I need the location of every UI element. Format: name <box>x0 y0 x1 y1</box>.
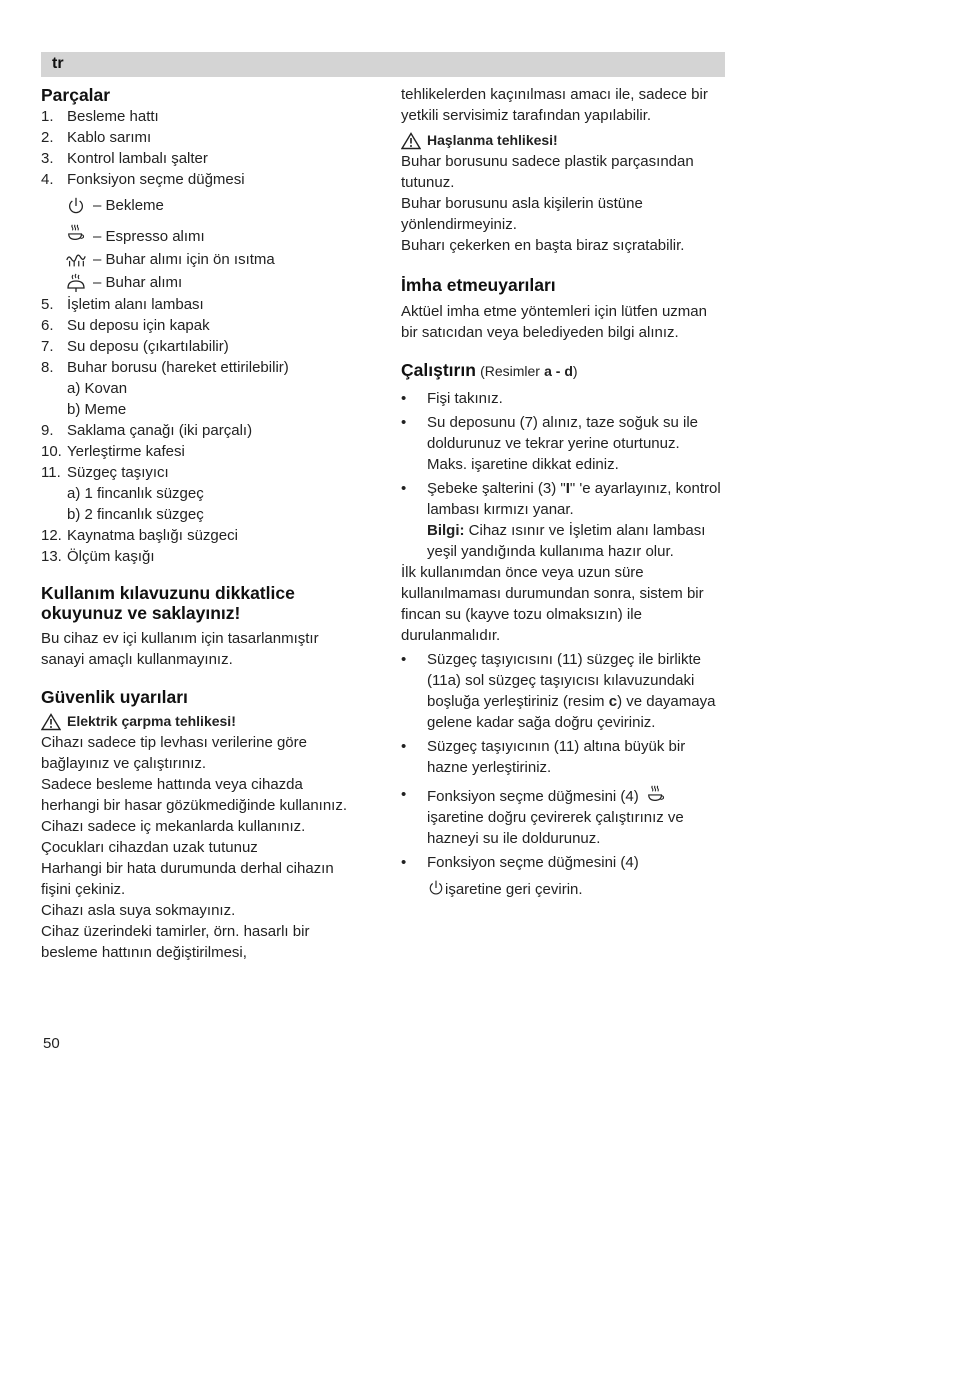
list-item: 10. Yerleştirme kafesi <box>41 443 185 460</box>
sub-item: a) Kovan <box>67 380 128 397</box>
safety-line: Çocukları cihazdan uzak tutunuz <box>41 839 258 856</box>
sub-item: b) Meme <box>67 401 127 418</box>
mode-row: – Espresso alımı <box>41 220 361 248</box>
parts-list <box>41 106 361 190</box>
safety-line: Harhangi bir hata durumunda derhal cihazın fişini çekiniz. <box>41 860 334 898</box>
list-item: 13. Ölçüm kaşığı <box>41 548 155 565</box>
mode-row: – Bekleme <box>41 194 361 220</box>
disposal-text: Aktüel imha etme yöntemleri için lütfen uzman bir satıcıdan veya belediyeden bilgi alınız. <box>401 303 707 341</box>
operate-title: Çalıştırın <box>401 360 476 380</box>
safety-line: Cihaz üzerindeki tamirler, örn. hasarlı bir besleme hattının değiştirilmesi, <box>41 923 310 961</box>
list-item: 1. Besleme hattı <box>41 108 159 125</box>
operate-heading: Çalıştırın (Resimler a - d) <box>401 360 578 380</box>
continued-text: tehlikelerden kaçınılması amacı ile, sadece bir yetkili servisimiz tarafından yapılabilir. <box>401 86 708 124</box>
step-item: • Fonksiyon seçme düğmesini (4) işaretine doğru çevirerek çalıştırınız ve hazneyi su ile doldurunuz. <box>401 786 684 847</box>
language-bar <box>41 52 725 77</box>
page-number: 50 <box>43 1035 60 1052</box>
preheat-steam-icon <box>65 250 87 270</box>
warning-triangle-icon <box>41 713 61 731</box>
sub-item: a) 1 fincanlık süzgeç <box>67 485 204 502</box>
parts-list-continued <box>41 294 361 567</box>
step-item: • Fişi takınız. <box>401 390 503 407</box>
step-item: • Şebeke şalterini (3) "I" 'e ayarlayınız, kontrol lambası kırmızı yanar. Bilgi: Cihaz ısınır ve İşletim alanı lambası yeşil yandığında kullanıma hazır olur. <box>401 480 721 560</box>
list-item: 12. Kaynatma başlığı süzgeci <box>41 527 238 544</box>
electric-warning: Elektrik çarpma tehlikesi! <box>41 711 361 732</box>
list-item: 6. Su deposu için kapak <box>41 317 210 334</box>
left-column <box>41 84 361 963</box>
manual-title: Kullanım kılavuzunu dikkatlice okuyunuz ve saklayınız! <box>41 583 295 623</box>
espresso-cup-icon <box>65 223 87 243</box>
safety-line: Cihazı sadece tip levhası verilerine göre bağlayınız ve çalıştırınız. <box>41 734 307 772</box>
list-item: 8. Buhar borusu (hareket ettirilebilir) <box>41 359 289 376</box>
step-item: • Süzgeç taşıyıcısını (11) süzgeç ile birlikte (11a) sol süzgeç taşıyıcısı kılavuzundaki boşluğa yerleştiriniz (resim c) ve dayamaya gelene kadar sağa doğru çeviriniz. <box>401 651 716 731</box>
espresso-cup-icon <box>646 784 666 804</box>
steam-icon <box>65 273 87 293</box>
first-use-text: İlk kullanımdan önce veya uzun süre kullanılmaması durumundan sonra, sistem bir fincan su (kayve tozu olmaksızın) ile durulanmalıdır. <box>401 564 704 644</box>
warning-triangle-icon <box>401 132 421 150</box>
scald-line: Buhar borusunu sadece plastik parçasından tutunuz. <box>401 153 694 191</box>
disposal-title: İmha etmeuyarıları <box>401 275 556 295</box>
power-icon <box>65 196 87 216</box>
list-item: 5. İşletim alanı lambası <box>41 296 204 313</box>
parts-title: Parçalar <box>41 85 111 105</box>
list-item: 9. Saklama çanağı (iki parçalı) <box>41 422 253 439</box>
safety-line: Cihazı sadece iç mekanlarda kullanınız. <box>41 818 306 835</box>
safety-title: Güvenlik uyarıları <box>41 687 188 707</box>
scald-line: Buhar borusunu asla kişilerin üstüne yönlendirmeyiniz. <box>401 195 643 233</box>
step-item: • Süzgeç taşıyıcının (11) altına büyük bir hazne yerleştiriniz. <box>401 738 686 776</box>
language-code: tr <box>52 55 64 72</box>
list-item: 3. Kontrol lambalı şalter <box>41 150 208 167</box>
safety-line: Cihazı asla suya sokmayınız. <box>41 902 236 919</box>
scald-line: Buharı çekerken en başta biraz sıçratabilir. <box>401 237 685 254</box>
list-item: 11. Süzgeç taşıyıcı <box>41 464 169 481</box>
sub-item: b) 2 fincanlık süzgeç <box>67 506 204 523</box>
safety-line: Sadece besleme hattında veya cihazda herhangi bir hasar gözükmediğinde kullanınız. <box>41 776 348 814</box>
scald-warning: Haşlanma tehlikesi! <box>401 130 727 151</box>
right-column <box>401 84 727 900</box>
step-item: • Su deposunu (7) alınız, taze soğuk su ile doldurunuz ve tekrar yerine oturtunuz. Maks. işaretine dikkat ediniz. <box>401 414 698 473</box>
power-icon <box>427 878 445 898</box>
list-item: 4. Fonksiyon seçme düğmesi <box>41 171 245 188</box>
list-item: 7. Su deposu (çıkartılabilir) <box>41 338 229 355</box>
mode-row: – Buhar alımı <box>41 271 361 294</box>
step-item: • Fonksiyon seçme düğmesini (4) işaretine geri çevirin. <box>401 854 639 898</box>
list-item: 2. Kablo sarımı <box>41 129 152 146</box>
manual-text: Bu cihaz ev içi kullanım için tasarlanmıştır sanayi amaçlı kullanmayınız. <box>41 630 319 668</box>
mode-row: – Buhar alımı için ön ısıtma <box>41 248 361 271</box>
